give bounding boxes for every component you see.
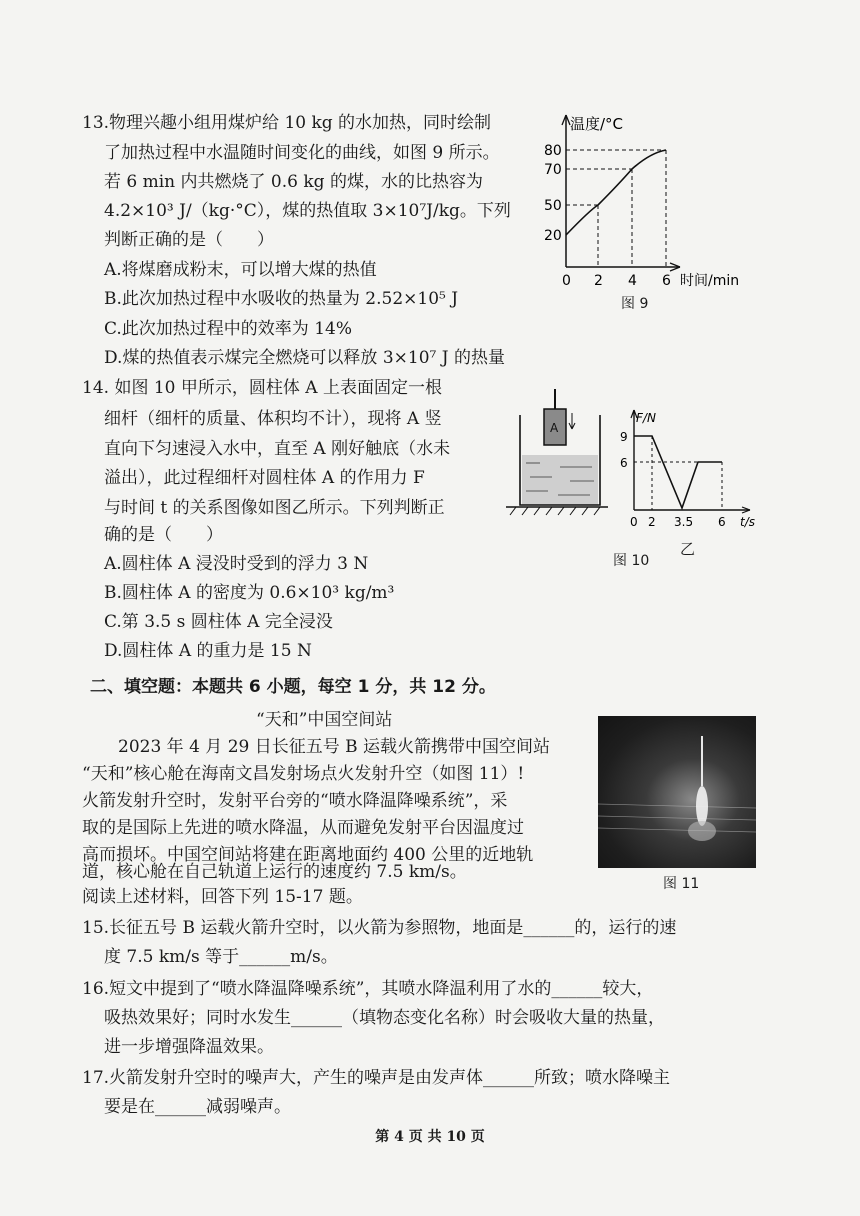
fig9-ytick-50: 50 [544, 198, 562, 214]
passage-line-2: “天和”核心舱在海南文昌发射场点火发射升空（如图 11）! [82, 764, 525, 784]
fig10-caption: 图 10 [613, 553, 650, 569]
fig9-xtick-0: 0 [562, 273, 571, 289]
fig10-sub-caption: 乙 [680, 540, 696, 558]
q13-line-4: 4.2×10³ J/（kg·°C），煤的热值取 3×10⁷J/kg。下列 [104, 201, 511, 221]
passage-line-5: 高而损坏。中国空间站将建在距离地面约 400 公里的近地轨 [82, 845, 534, 865]
q16-line-1: 16.短文中提到了“喷水降温降噪系统”，其喷水降温利用了水的______较大， [82, 979, 654, 999]
fig9-ytick-70: 70 [544, 162, 562, 178]
q16-line-3: 进一步增强降温效果。 [104, 1037, 274, 1057]
q15-line-1: 15.长征五号 B 运载火箭升空时，以火箭为参照物，地面是______的，运行的速 [82, 918, 677, 938]
figure-10-graph [610, 400, 760, 530]
q14-option-b: B.圆柱体 A 的密度为 0.6×10³ kg/m³ [104, 583, 395, 603]
passage-line-6: 道，核心舱在自己轨道上运行的速度约 7.5 km/s。 [82, 862, 467, 882]
figure-11-photo [598, 716, 756, 868]
fig9-xtick-4: 4 [628, 273, 637, 289]
q13-line-5: 判断正确的是（ ） [104, 230, 274, 250]
fig9-caption: 图 9 [621, 296, 649, 312]
page-footer: 第 4 页 共 10 页 [375, 1129, 485, 1145]
fig10-ytick-9: 9 [620, 430, 628, 444]
q13-option-a: A.将煤磨成粉末，可以增大煤的热值 [104, 260, 377, 280]
q13-line-1: 13.物理兴趣小组用煤炉给 10 kg 的水加热，同时绘制 [82, 113, 492, 133]
q14-line-2: 细杆（细杆的质量、体积均不计），现将 A 竖 [104, 409, 442, 429]
q14-line-6: 确的是（ ） [104, 525, 223, 545]
q16-line-2: 吸热效果好；同时水发生______（填物态变化名称）时会吸收大量的热量， [104, 1008, 665, 1028]
q17-line-2: 要是在______减弱噪声。 [104, 1097, 291, 1117]
fig10-ylabel: F/N [636, 411, 656, 425]
passage-line-4: 取的是国际上先进的喷水降温，从而避免发射平台因温度过 [82, 818, 524, 838]
passage-line-7: 阅读上述材料，回答下列 15-17 题。 [82, 887, 363, 907]
fig10-xtick-0: 0 [630, 515, 638, 529]
q13-line-3: 若 6 min 内共燃烧了 0.6 kg 的煤，水的比热容为 [104, 172, 483, 192]
q14-option-d: D.圆柱体 A 的重力是 15 N [104, 641, 312, 661]
fig10-xtick-2: 2 [648, 515, 656, 529]
fig10-ytick-6: 6 [620, 456, 628, 470]
section-2-heading: 二、填空题：本题共 6 小题，每空 1 分，共 12 分。 [90, 677, 496, 697]
fig10-xlabel: t/s [740, 515, 755, 529]
q14-line-4: 溢出），此过程细杆对圆柱体 A 的作用力 F [104, 468, 425, 488]
passage-line-3: 火箭发射升空时，发射平台旁的“喷水降温降噪系统”，采 [82, 791, 508, 811]
q14-option-a: A.圆柱体 A 浸没时受到的浮力 3 N [104, 554, 369, 574]
q13-line-2: 了加热过程中水温随时间变化的曲线，如图 9 所示。 [104, 143, 500, 163]
fig9-ytick-20: 20 [544, 228, 562, 244]
q17-line-1: 17.火箭发射升空时的噪声大，产生的噪声是由发声体______所致；喷水降噪主 [82, 1068, 671, 1088]
fig11-caption: 图 11 [663, 876, 700, 892]
q13-option-d: D.煤的热值表示煤完全燃烧可以释放 3×10⁷ J 的热量 [104, 348, 505, 368]
q14-line-1: 14. 如图 10 甲所示，圆柱体 A 上表面固定一根 [82, 378, 442, 398]
figure-10-beaker [500, 385, 610, 520]
q13-option-b: B.此次加热过程中水吸收的热量为 2.52×10⁵ J [104, 289, 459, 309]
q14-option-c: C.第 3.5 s 圆柱体 A 完全浸没 [104, 612, 333, 632]
passage-title: “天和”中国空间站 [256, 710, 393, 730]
passage-line-1: 2023 年 4 月 29 日长征五号 B 运载火箭携带中国空间站 [118, 737, 551, 757]
fig10-label-a: A [550, 421, 559, 435]
figure-9-graph [530, 105, 760, 315]
q14-line-3: 直向下匀速浸入水中，直至 A 刚好触底（水未 [104, 439, 451, 459]
fig9-xlabel: 时间/min [680, 273, 740, 289]
fig10-xtick-3-5: 3.5 [674, 515, 694, 529]
q15-line-2: 度 7.5 km/s 等于______m/s。 [104, 947, 338, 967]
q13-option-c: C.此次加热过程中的效率为 14% [104, 319, 352, 339]
fig10-xtick-6: 6 [718, 515, 726, 529]
q14-line-5: 与时间 t 的关系图像如图乙所示。下列判断正 [104, 498, 445, 518]
fig9-ytick-80: 80 [544, 143, 562, 159]
fig9-xtick-2: 2 [594, 273, 603, 289]
fig9-ylabel: 温度/°C [570, 115, 624, 133]
fig9-xtick-6: 6 [662, 273, 671, 289]
